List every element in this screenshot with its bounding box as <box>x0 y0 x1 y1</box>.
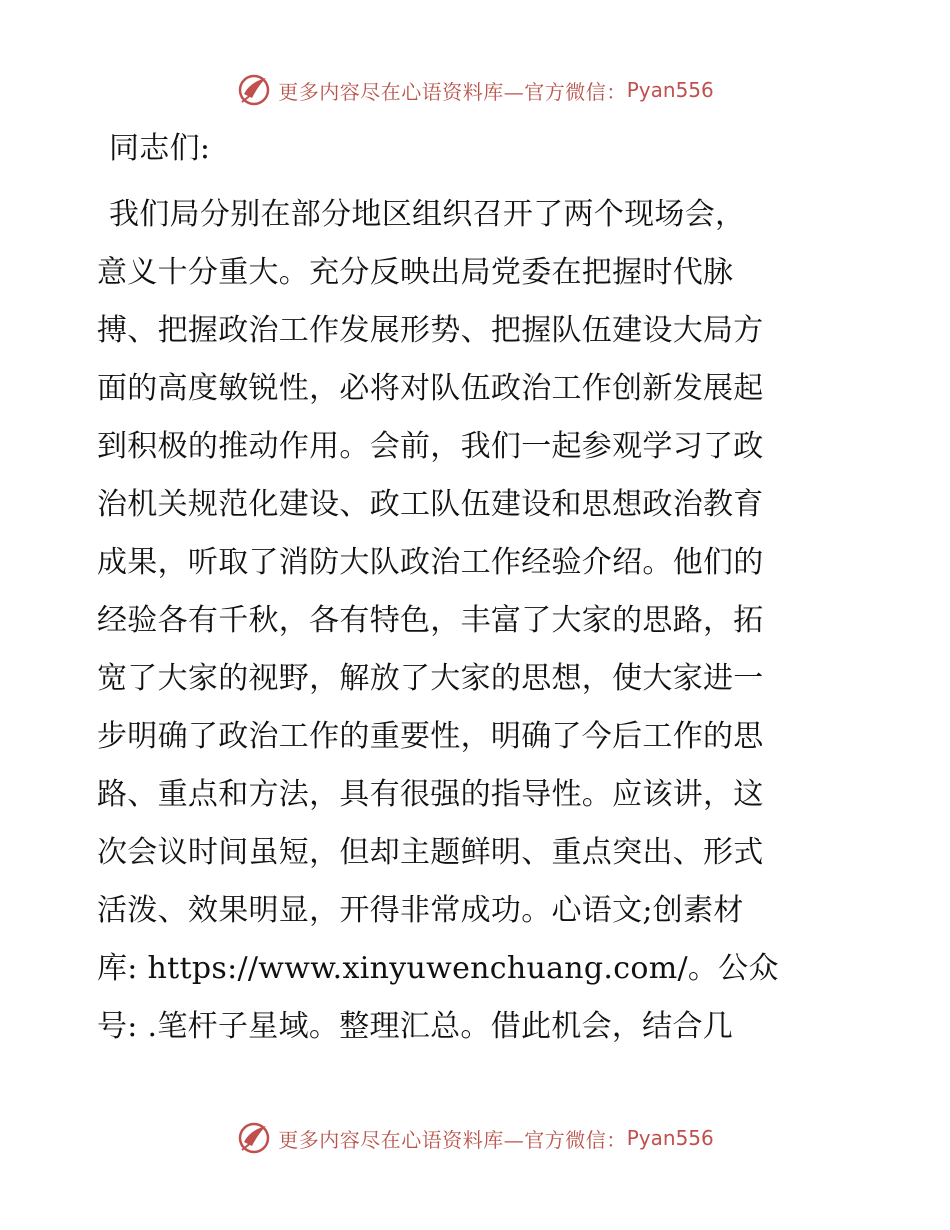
banner-text: 更多内容尽在心语资料库—官方微信： <box>278 79 627 104</box>
header-watermark-banner <box>0 70 950 110</box>
body-line: 治机关规范化建设、政工队伍建设和思想政治教育 <box>97 487 764 522</box>
body-line: 成果，听取了消防大队政治工作经验介绍。他们的 <box>97 545 764 580</box>
quill-logo-icon <box>236 1120 272 1156</box>
document-body <box>97 120 857 1056</box>
body-line: 经验各有千秋，各有特色，丰富了大家的思路，拓 <box>97 603 764 638</box>
wechat-id: Pyan556 <box>626 1126 714 1150</box>
greeting: 同志们: <box>109 131 211 166</box>
body-line: 宽了大家的视野，解放了大家的思想，使大家进一 <box>97 661 764 696</box>
body-line: 意义十分重大。充分反映出局党委在把握时代脉 <box>97 255 734 290</box>
wechat-id: Pyan556 <box>626 78 714 102</box>
body-line: 到积极的推动作用。会前，我们一起参观学习了政 <box>97 429 764 464</box>
body-line: 路、重点和方法，具有很强的指导性。应该讲，这 <box>97 777 764 812</box>
body-line: 号: .笔杆子星域。整理汇总。借此机会，结合几 <box>97 1009 734 1044</box>
body-line: 活泼、效果明显，开得非常成功。心语文;创素材 <box>97 893 744 928</box>
quill-logo-icon <box>236 72 272 108</box>
footer-watermark-banner <box>0 1118 950 1158</box>
banner-text: 更多内容尽在心语资料库—官方微信： <box>278 1127 627 1152</box>
body-line: 库: https://www.xinyuwenchuang.com/。公众 <box>97 951 779 986</box>
body-line: 面的高度敏锐性，必将对队伍政治工作创新发展起 <box>97 371 764 406</box>
body-line: 次会议时间虽短，但却主题鲜明、重点突出、形式 <box>97 835 764 870</box>
body-line: 我们局分别在部分地区组织召开了两个现场会， <box>109 197 746 232</box>
body-line: 搏、把握政治工作发展形势、把握队伍建设大局方 <box>97 313 764 348</box>
body-line: 步明确了政治工作的重要性，明确了今后工作的思 <box>97 719 764 754</box>
